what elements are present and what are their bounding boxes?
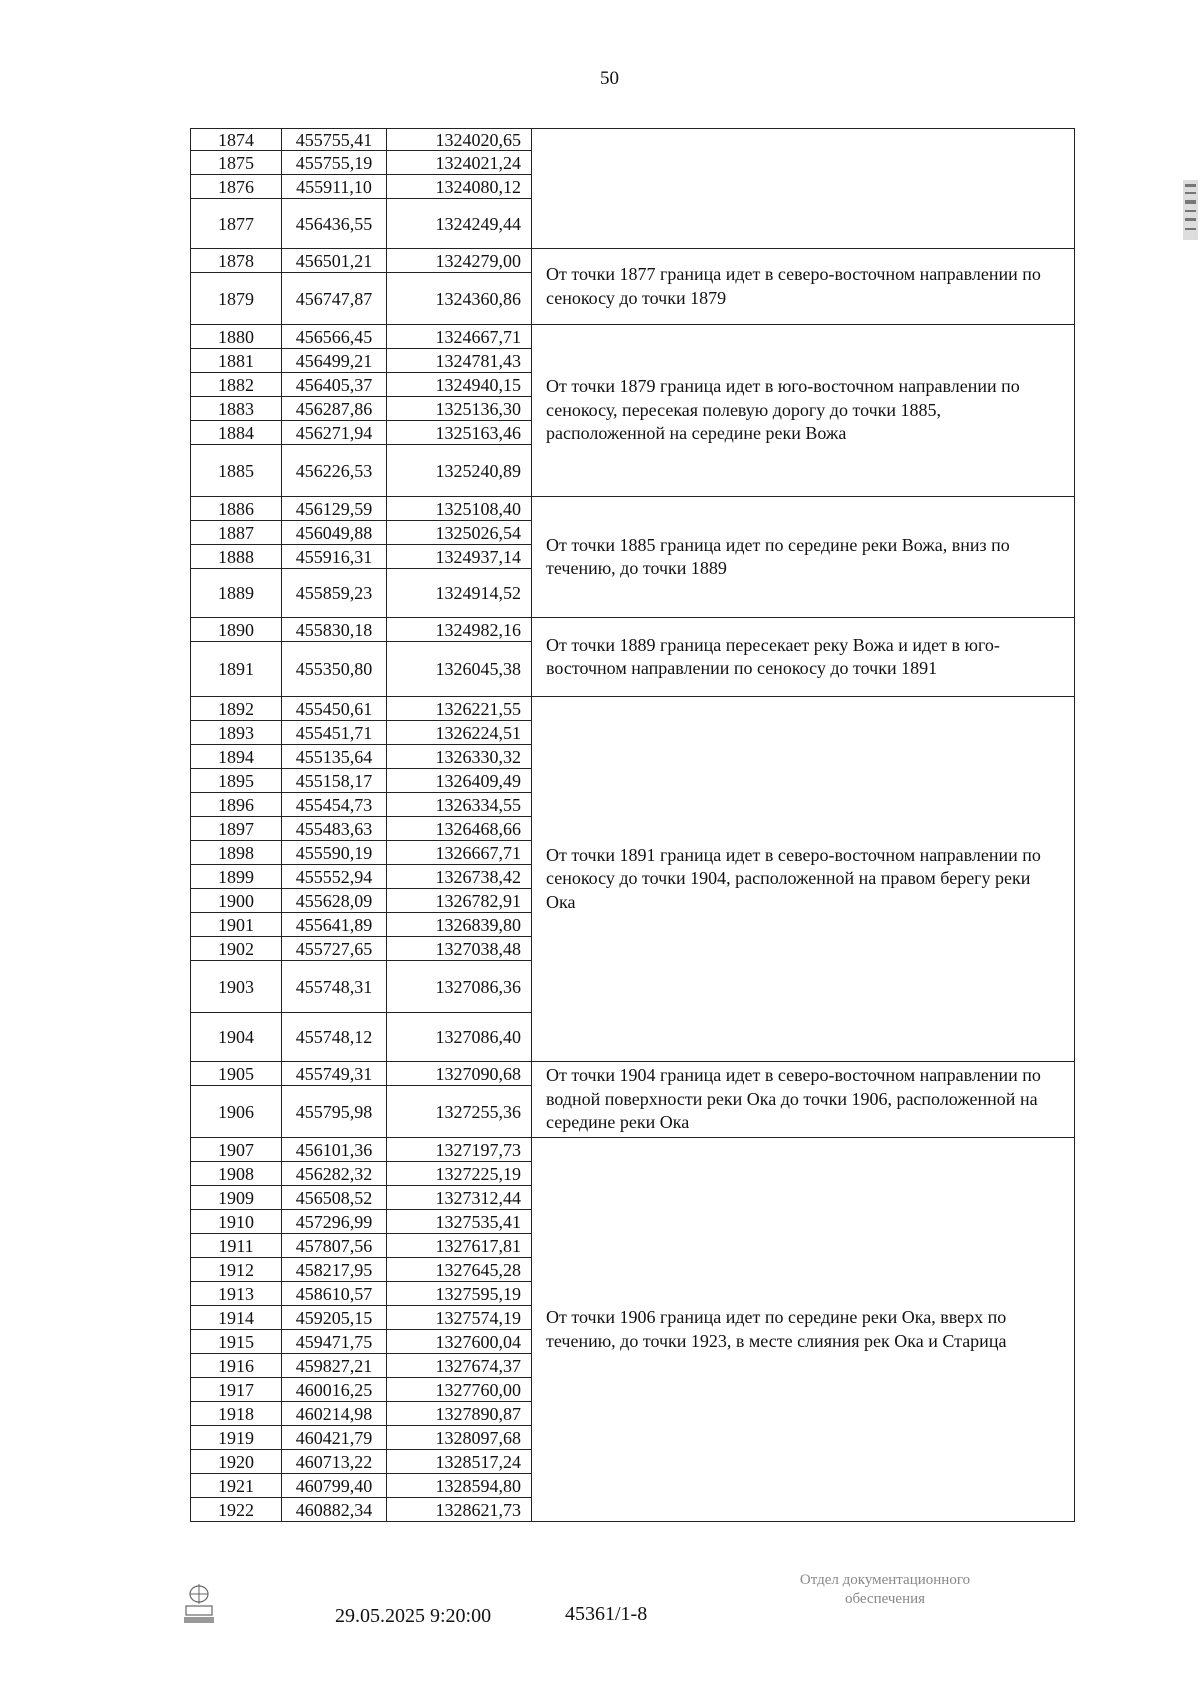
- point-number: 1906: [191, 1086, 282, 1138]
- point-number: 1916: [191, 1354, 282, 1378]
- coord-y: 1327225,19: [387, 1162, 532, 1186]
- coord-x: 456747,87: [282, 273, 387, 325]
- point-number: 1890: [191, 618, 282, 642]
- point-number: 1910: [191, 1210, 282, 1234]
- coord-y: 1324781,43: [387, 349, 532, 373]
- boundary-description: [532, 129, 1075, 249]
- coord-y: 1325108,40: [387, 497, 532, 521]
- point-number: 1884: [191, 421, 282, 445]
- coord-y: 1326667,71: [387, 841, 532, 865]
- point-number: 1918: [191, 1402, 282, 1426]
- coord-x: 459205,15: [282, 1306, 387, 1330]
- coord-x: 460799,40: [282, 1474, 387, 1498]
- coord-y: 1325136,30: [387, 397, 532, 421]
- coord-y: 1328594,80: [387, 1474, 532, 1498]
- point-number: 1909: [191, 1186, 282, 1210]
- point-number: 1888: [191, 545, 282, 569]
- point-number: 1894: [191, 745, 282, 769]
- coord-y: 1327890,87: [387, 1402, 532, 1426]
- table-row: [191, 325, 1075, 349]
- coord-x: 455749,31: [282, 1062, 387, 1086]
- coord-y: 1327197,73: [387, 1138, 532, 1162]
- boundary-description: От точки 1904 граница идет в северо-восточном направлении по водной поверхности реки Ока до точки 1906, расположенной на середине реки Ока: [532, 1062, 1075, 1138]
- coord-y: 1326221,55: [387, 697, 532, 721]
- coord-x: 460016,25: [282, 1378, 387, 1402]
- coord-x: 456282,32: [282, 1162, 387, 1186]
- coord-y: 1328517,24: [387, 1450, 532, 1474]
- coord-x: 455135,64: [282, 745, 387, 769]
- coord-y: 1327674,37: [387, 1354, 532, 1378]
- coord-x: 460214,98: [282, 1402, 387, 1426]
- point-number: 1920: [191, 1450, 282, 1474]
- coord-x: 455590,19: [282, 841, 387, 865]
- coord-x: 455451,71: [282, 721, 387, 745]
- boundary-description: От точки 1891 граница идет в северо-восточном направлении по сенокосу до точки 1904, расположенной на правом берегу реки Ока: [532, 697, 1075, 1062]
- boundary-description: От точки 1877 граница идет в северо-восточном направлении по сенокосу до точки 1879: [532, 249, 1075, 325]
- point-number: 1903: [191, 961, 282, 1013]
- table-row: [191, 1138, 1075, 1162]
- coord-x: 456049,88: [282, 521, 387, 545]
- coord-x: 458217,95: [282, 1258, 387, 1282]
- coord-y: 1325240,89: [387, 445, 532, 497]
- table-row: [191, 129, 1075, 151]
- coord-y: 1324940,15: [387, 373, 532, 397]
- coord-y: 1328621,73: [387, 1498, 532, 1522]
- point-number: 1874: [191, 129, 282, 151]
- point-number: 1879: [191, 273, 282, 325]
- coord-y: 1328097,68: [387, 1426, 532, 1450]
- point-number: 1919: [191, 1426, 282, 1450]
- coord-x: 455483,63: [282, 817, 387, 841]
- coord-y: 1327645,28: [387, 1258, 532, 1282]
- coord-x: 455911,10: [282, 175, 387, 199]
- point-number: 1913: [191, 1282, 282, 1306]
- boundary-description: От точки 1885 граница идет по середине реки Вожа, вниз по течению, до точки 1889: [532, 497, 1075, 618]
- table-row: [191, 697, 1075, 721]
- boundary-description: От точки 1889 граница пересекает реку Вожа и идет в юго-восточном направлении по сенокосу до точки 1891: [532, 618, 1075, 697]
- table-row: [191, 249, 1075, 273]
- coord-x: 455859,23: [282, 569, 387, 618]
- point-number: 1882: [191, 373, 282, 397]
- coord-y: 1327600,04: [387, 1330, 532, 1354]
- coord-x: 456226,53: [282, 445, 387, 497]
- point-number: 1881: [191, 349, 282, 373]
- coord-y: 1324914,52: [387, 569, 532, 618]
- coord-x: 456129,59: [282, 497, 387, 521]
- point-number: 1922: [191, 1498, 282, 1522]
- coord-y: 1327255,36: [387, 1086, 532, 1138]
- point-number: 1880: [191, 325, 282, 349]
- coord-y: 1327086,40: [387, 1013, 532, 1062]
- point-number: 1891: [191, 642, 282, 697]
- coord-y: 1326334,55: [387, 793, 532, 817]
- coord-y: 1324020,65: [387, 129, 532, 151]
- coord-y: 1324982,16: [387, 618, 532, 642]
- coord-y: 1324080,12: [387, 175, 532, 199]
- coord-x: 455748,31: [282, 961, 387, 1013]
- point-number: 1896: [191, 793, 282, 817]
- table-row: [191, 618, 1075, 642]
- coord-x: 456508,52: [282, 1186, 387, 1210]
- coord-x: 456501,21: [282, 249, 387, 273]
- point-number: 1912: [191, 1258, 282, 1282]
- boundary-description: От точки 1906 граница идет по середине реки Ока, вверх по течению, до точки 1923, в месте слияния рек Ока и Старица: [532, 1138, 1075, 1522]
- point-number: 1914: [191, 1306, 282, 1330]
- coord-x: 455628,09: [282, 889, 387, 913]
- coordinates-table: [190, 128, 1075, 1522]
- coord-x: 455916,31: [282, 545, 387, 569]
- point-number: 1875: [191, 151, 282, 175]
- point-number: 1887: [191, 521, 282, 545]
- coord-y: 1326839,80: [387, 913, 532, 937]
- coord-x: 457807,56: [282, 1234, 387, 1258]
- boundary-description: От точки 1879 граница идет в юго-восточном направлении по сенокосу, пересекая полевую дорогу до точки 1885, расположенной на середине реки Вожа: [532, 325, 1075, 497]
- point-number: 1902: [191, 937, 282, 961]
- stamp-line-1: Отдел документационного: [799, 1572, 971, 1588]
- coord-y: 1326330,32: [387, 745, 532, 769]
- point-number: 1883: [191, 397, 282, 421]
- coord-x: 455755,41: [282, 129, 387, 151]
- coord-x: 456271,94: [282, 421, 387, 445]
- coord-x: 456436,55: [282, 199, 387, 249]
- coord-x: 455454,73: [282, 793, 387, 817]
- coord-y: 1324667,71: [387, 325, 532, 349]
- coord-x: 457296,99: [282, 1210, 387, 1234]
- point-number: 1898: [191, 841, 282, 865]
- coord-x: 459471,75: [282, 1330, 387, 1354]
- coord-y: 1325026,54: [387, 521, 532, 545]
- point-number: 1885: [191, 445, 282, 497]
- point-number: 1899: [191, 865, 282, 889]
- point-number: 1900: [191, 889, 282, 913]
- coord-x: 456101,36: [282, 1138, 387, 1162]
- coord-y: 1324021,24: [387, 151, 532, 175]
- point-number: 1886: [191, 497, 282, 521]
- coord-x: 460713,22: [282, 1450, 387, 1474]
- coord-x: 455755,19: [282, 151, 387, 175]
- point-number: 1877: [191, 199, 282, 249]
- coord-y: 1324360,86: [387, 273, 532, 325]
- coord-y: 1326738,42: [387, 865, 532, 889]
- coord-y: 1326468,66: [387, 817, 532, 841]
- scan-mark-icon: [1183, 180, 1198, 240]
- point-number: 1901: [191, 913, 282, 937]
- point-number: 1917: [191, 1378, 282, 1402]
- coord-y: 1327595,19: [387, 1282, 532, 1306]
- coord-x: 455158,17: [282, 769, 387, 793]
- point-number: 1907: [191, 1138, 282, 1162]
- coord-x: 458610,57: [282, 1282, 387, 1306]
- coord-x: 455727,65: [282, 937, 387, 961]
- coord-x: 455641,89: [282, 913, 387, 937]
- coord-y: 1326782,91: [387, 889, 532, 913]
- point-number: 1889: [191, 569, 282, 618]
- coord-x: 455748,12: [282, 1013, 387, 1062]
- coord-x: 456405,37: [282, 373, 387, 397]
- footer-doc-number: 45361/1-8: [565, 1603, 648, 1625]
- point-number: 1915: [191, 1330, 282, 1354]
- stamp-line-2: обеспечения: [844, 1590, 926, 1607]
- page-number: 50: [600, 68, 619, 89]
- coord-y: 1327535,41: [387, 1210, 532, 1234]
- coord-y: 1327312,44: [387, 1186, 532, 1210]
- coord-y: 1327090,68: [387, 1062, 532, 1086]
- table-row: [191, 1062, 1075, 1086]
- coord-y: 1326409,49: [387, 769, 532, 793]
- coord-x: 455795,98: [282, 1086, 387, 1138]
- point-number: 1908: [191, 1162, 282, 1186]
- table-row: [191, 497, 1075, 521]
- coord-y: 1324279,00: [387, 249, 532, 273]
- point-number: 1905: [191, 1062, 282, 1086]
- point-number: 1893: [191, 721, 282, 745]
- coord-x: 455830,18: [282, 618, 387, 642]
- point-number: 1892: [191, 697, 282, 721]
- coord-y: 1327617,81: [387, 1234, 532, 1258]
- coord-y: 1327086,36: [387, 961, 532, 1013]
- coord-y: 1327574,19: [387, 1306, 532, 1330]
- department-stamp: [740, 1571, 1030, 1609]
- coord-y: 1324937,14: [387, 545, 532, 569]
- coord-x: 456499,21: [282, 349, 387, 373]
- coord-x: 459827,21: [282, 1354, 387, 1378]
- coord-y: 1327038,48: [387, 937, 532, 961]
- coord-x: 460421,79: [282, 1426, 387, 1450]
- point-number: 1921: [191, 1474, 282, 1498]
- coord-y: 1324249,44: [387, 199, 532, 249]
- point-number: 1895: [191, 769, 282, 793]
- coord-x: 456287,86: [282, 397, 387, 421]
- coord-x: 455350,80: [282, 642, 387, 697]
- coord-x: 460882,34: [282, 1498, 387, 1522]
- coord-y: 1326045,38: [387, 642, 532, 697]
- point-number: 1904: [191, 1013, 282, 1062]
- coord-y: 1327760,00: [387, 1378, 532, 1402]
- point-number: 1911: [191, 1234, 282, 1258]
- footer-datetime: 29.05.2025 9:20:00: [335, 1605, 492, 1627]
- emblem-icon: [181, 1582, 217, 1626]
- point-number: 1876: [191, 175, 282, 199]
- point-number: 1878: [191, 249, 282, 273]
- coord-x: 455552,94: [282, 865, 387, 889]
- point-number: 1897: [191, 817, 282, 841]
- coord-y: 1326224,51: [387, 721, 532, 745]
- coord-y: 1325163,46: [387, 421, 532, 445]
- coord-x: 455450,61: [282, 697, 387, 721]
- coord-x: 456566,45: [282, 325, 387, 349]
